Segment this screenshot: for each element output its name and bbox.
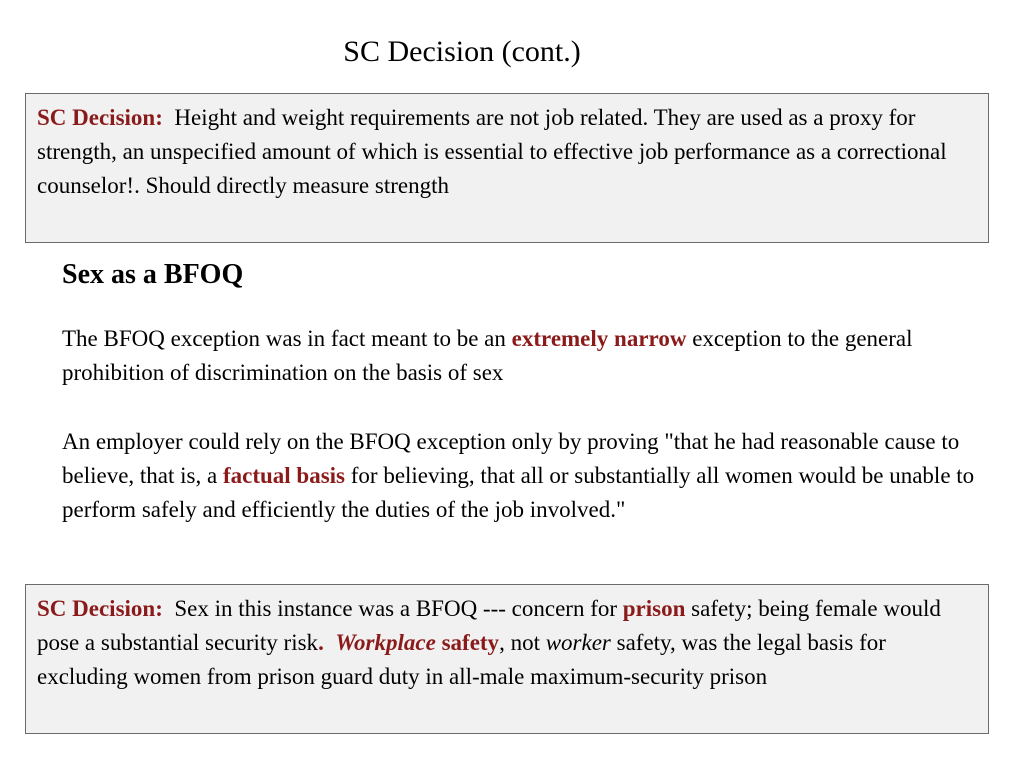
box2-text-3 xyxy=(324,630,336,655)
box2-text-6: safety, was the legal basis for excluding women from prison guard duty in all-male maximum-security prison xyxy=(37,630,886,689)
box2-text-2: safety; being female would pose a substantial security risk xyxy=(37,596,941,655)
section-heading: Sex as a BFOQ xyxy=(62,259,244,290)
para2-text-pre: An employer could rely on the BFOQ exception only by proving "that he had reasonable cause to believe, that is, a xyxy=(62,429,960,488)
sc-decision-text: Height and weight requirements are not job related. They are used as a proxy for strength, an unspecified amount of which is essential to effective job performance as a correctional counselor!. Should directly measure strength xyxy=(37,105,947,198)
sc-decision-label: SC Decision: xyxy=(37,105,163,130)
box2-highlight-prison: prison xyxy=(622,596,686,621)
box2-highlight-period: . xyxy=(318,630,324,655)
box2-text-1: Sex in this instance was a BFOQ --- concern for xyxy=(174,596,623,621)
box2-highlight-safety: safety xyxy=(441,630,500,655)
bfoq-paragraph-narrow xyxy=(62,322,982,390)
sc-decision-label: SC Decision: xyxy=(37,596,163,621)
para1-highlight: extremely narrow xyxy=(511,326,687,351)
slide-title: SC Decision (cont.) xyxy=(343,35,581,68)
box2-highlight-workplace: Workplace xyxy=(335,630,436,655)
box2-italic-worker: worker xyxy=(545,630,611,655)
sc-decision-box-top xyxy=(25,93,989,243)
box2-text-5: , not xyxy=(499,630,546,655)
para1-text-pre: The BFOQ exception was in fact meant to be an xyxy=(62,326,512,351)
bfoq-paragraph-factual-basis xyxy=(62,425,982,527)
sc-decision-box-bottom xyxy=(25,584,989,734)
para2-text-post: for believing, that all or substantially all women would be unable to perform safely and efficiently the duties of the job involved." xyxy=(62,463,975,522)
para2-highlight: factual basis xyxy=(222,463,345,488)
para1-text-post: exception to the general prohibition of discrimination on the basis of sex xyxy=(62,326,913,385)
